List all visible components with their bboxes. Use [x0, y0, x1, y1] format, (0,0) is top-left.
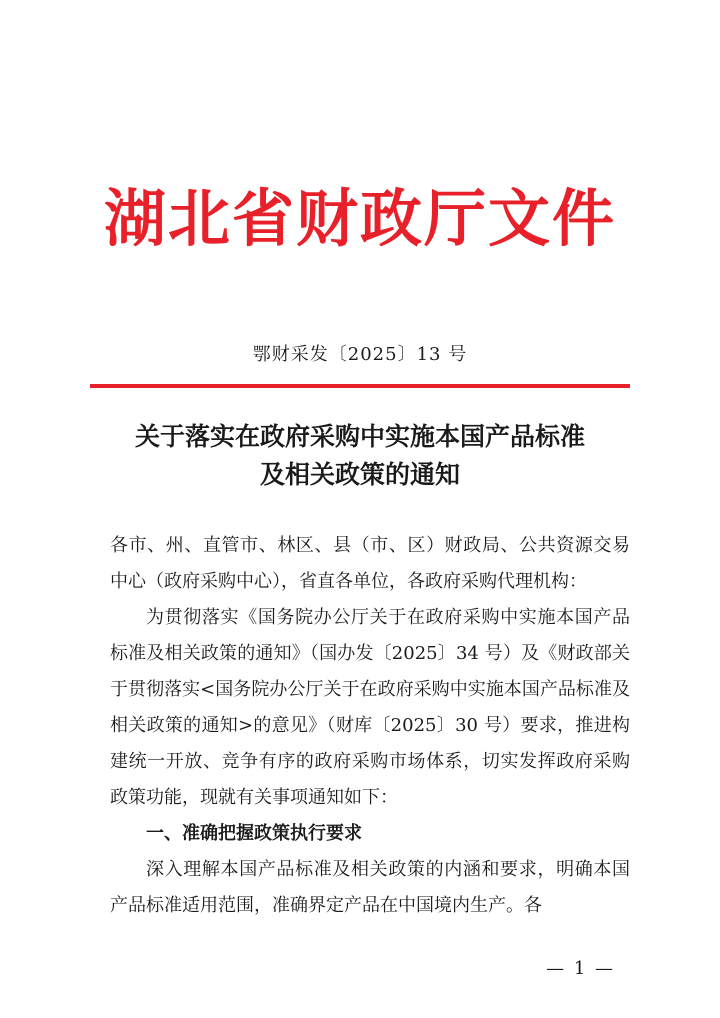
notice-title: [60, 418, 660, 494]
document-number: 鄂财采发〔2025〕13 号: [252, 344, 468, 365]
notice-title-line2: 及相关政策的通知: [259, 460, 460, 489]
document-masthead: 湖北省财政厅文件: [103, 182, 616, 255]
section-paragraph: 深入理解本国产品标准及相关政策的内涵和要求，明确本国产品标准适用范围，准确界定产品在中国境内生产。各: [110, 859, 630, 916]
intro-paragraph: 为贯彻落实《国务院办公厅关于在政府采购中实施本国产品标准及相关政策的通知》（国办发〔2025〕34 号）及《财政部关于贯彻落实<国务院办公厅关于在政府采购中实施本国产品标准及相关政策的通知>的意见》（财库〔2025〕30 号）要求，推进构建统一开放、竞争有序的政府采购市场体系，切实发挥政府采购政策功能，现就有关事项通知如下：: [110, 607, 630, 808]
section-heading: 一、准确把握政策执行要求: [146, 823, 362, 844]
red-divider-line: [90, 384, 630, 388]
notice-title-line1: 关于落实在政府采购中实施本国产品标准: [134, 422, 585, 451]
addressee-paragraph: 各市、州、直管市、林区、县（市、区）财政局、公共资源交易中心（政府采购中心），省直各单位，各政府采购代理机构：: [110, 535, 630, 592]
document-body: [110, 528, 630, 924]
page-number: — 1 —: [546, 958, 615, 979]
